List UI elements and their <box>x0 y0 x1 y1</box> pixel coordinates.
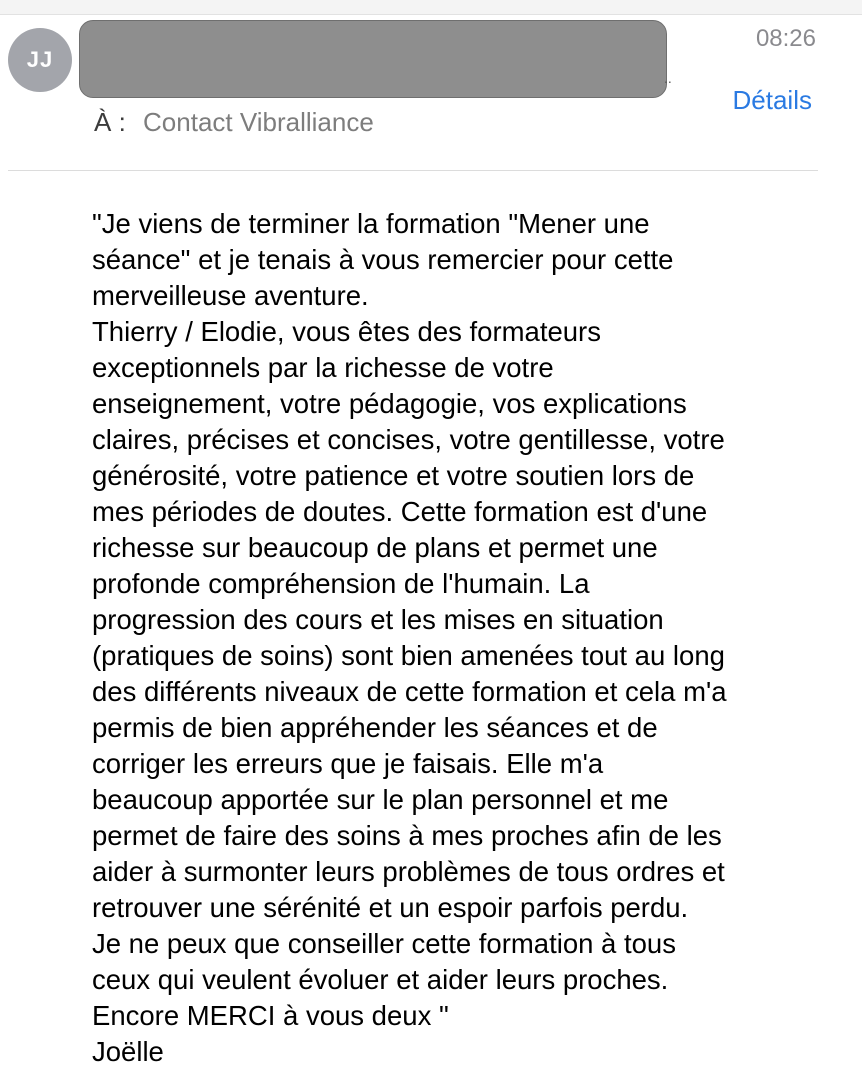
avatar-initials: JJ <box>26 47 54 72</box>
message-line: Thierry / Elodie, vous êtes des formateurs <box>92 316 601 347</box>
message-line: Encore MERCI à vous deux " <box>92 1000 449 1031</box>
message-time: 08:26 <box>755 25 816 52</box>
to-label: À : <box>94 107 126 137</box>
message-body <box>92 206 842 1070</box>
message-line: des différents niveaux de cette formation et cela m'a <box>92 676 727 707</box>
message-line: permis de bien appréhender les séances et de <box>92 712 658 743</box>
message-line: mes périodes de doutes. Cette formation est d'une <box>92 496 708 527</box>
message-line: générosité, votre patience et votre soutien lors de <box>92 460 695 491</box>
message-line: corriger les erreurs que je faisais. Elle m'a <box>92 748 604 779</box>
message-line: richesse sur beaucoup de plans et permet une <box>92 532 658 563</box>
recipient-name[interactable]: Contact Vibralliance <box>143 107 374 137</box>
message-line: claires, précises et concises, votre gentillesse, votre <box>92 424 725 455</box>
message-line: aider à surmonter leurs problèmes de tous ordres et <box>92 856 725 887</box>
message-line: permet de faire des soins à mes proches afin de les <box>92 820 722 851</box>
message-line: "Je viens de terminer la formation "Mener une <box>92 208 650 239</box>
message-line: profonde compréhension de l'humain. La <box>92 568 590 599</box>
header-divider <box>8 170 818 171</box>
message-line: beaucoup apportée sur le plan personnel et me <box>92 784 669 815</box>
message-line: merveilleuse aventure. <box>92 280 369 311</box>
message-line: (pratiques de soins) sont bien amenées tout au long <box>92 640 725 671</box>
message-line: progression des cours et les mises en situation <box>92 604 664 635</box>
window-top-strip <box>0 0 862 15</box>
message-line: séance" et je tenais à vous remercier pour cette <box>92 244 674 275</box>
message-line: enseignement, votre pédagogie, vos explications <box>92 388 687 419</box>
details-link[interactable]: Détails <box>732 85 812 115</box>
sender-truncation: .. <box>664 70 672 86</box>
sender-name-redacted <box>79 20 667 98</box>
message-line: retrouver une sérénité et un espoir parfois perdu. <box>92 892 689 923</box>
message-signature: Joëlle <box>92 1036 164 1067</box>
recipient-row <box>94 107 374 138</box>
message-line: Je ne peux que conseiller cette formation à tous <box>92 928 676 959</box>
sender-avatar[interactable] <box>8 28 72 92</box>
message-line: exceptionnels par la richesse de votre <box>92 352 554 383</box>
message-line: ceux qui veulent évoluer et aider leurs proches. <box>92 964 669 995</box>
